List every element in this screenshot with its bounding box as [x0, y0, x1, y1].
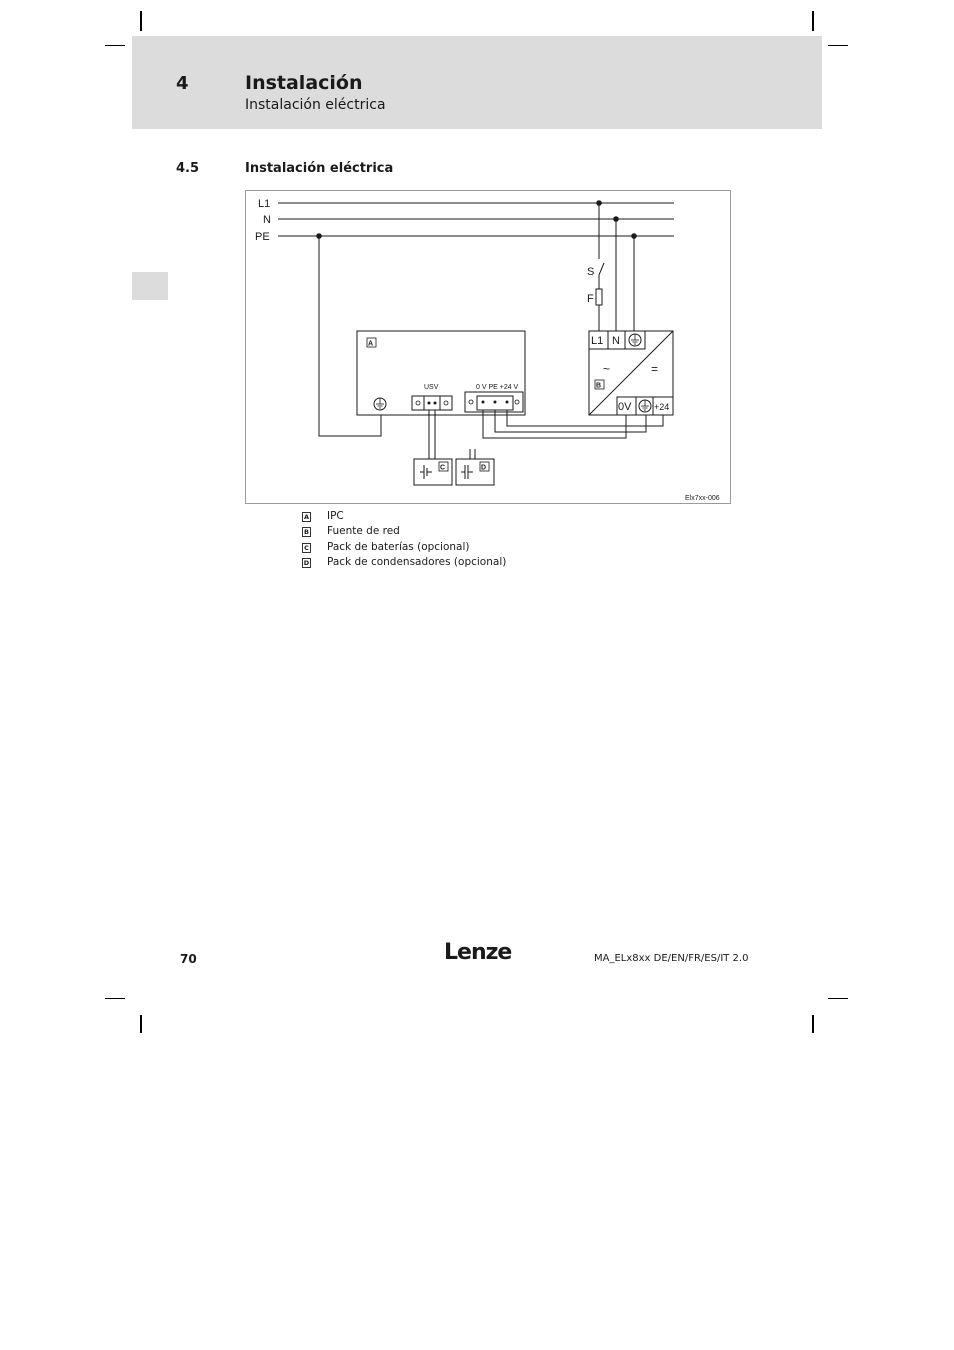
- crop-mark: [828, 998, 848, 999]
- label-l1: L1: [258, 198, 271, 210]
- key-d: D: [481, 464, 487, 472]
- section-title: Instalación eléctrica: [245, 161, 394, 176]
- chapter-side-tab: [132, 272, 168, 300]
- crop-mark: [140, 11, 142, 31]
- wire-pe-dc: [495, 410, 646, 432]
- wire-24v: [507, 410, 663, 426]
- legend-key: B: [302, 527, 311, 537]
- chapter-number: 4: [176, 73, 189, 94]
- key-b: B: [596, 382, 602, 390]
- page-number: 70: [180, 952, 197, 966]
- usv-label: USV: [424, 384, 439, 391]
- chapter-subtitle: Instalación eléctrica: [245, 97, 386, 113]
- chapter-header-band: [132, 36, 822, 129]
- ipc-box: [357, 331, 525, 415]
- legend-key: D: [303, 558, 310, 567]
- legend-text: Fuente de red: [327, 525, 400, 538]
- wire-0v: [483, 410, 626, 438]
- crop-mark: [812, 1015, 814, 1033]
- psu-ac-symbol: ~: [603, 362, 611, 376]
- crop-mark: [105, 45, 125, 46]
- psu-terminal-0v: 0V: [618, 401, 632, 413]
- legend-text: Pack de condensadores (opcional): [327, 555, 507, 568]
- legend-key: A: [303, 513, 310, 521]
- usv-plug: [424, 396, 440, 410]
- label-n: N: [263, 214, 271, 226]
- crop-mark: [828, 45, 848, 46]
- fuse-f: [596, 289, 602, 305]
- label-pe: PE: [255, 231, 270, 243]
- usv-connector: [412, 396, 452, 410]
- psu-terminal-n: N: [612, 335, 620, 347]
- psu-dc-symbol: =: [651, 362, 659, 376]
- battery-pack-box: [414, 459, 452, 485]
- chapter-title: Instalación: [245, 72, 363, 94]
- section-number: 4.5: [176, 161, 200, 176]
- document-code: MA_ELx8xx DE/EN/FR/ES/IT 2.0: [594, 953, 749, 964]
- legend-text: IPC: [327, 510, 344, 522]
- wiring-diagram: [245, 190, 731, 504]
- key-c: C: [440, 464, 446, 472]
- key-a: A: [368, 340, 374, 348]
- lenze-logo: Lenze: [444, 940, 512, 965]
- switch-s: [599, 263, 604, 275]
- wiring-diagram-svg: [246, 191, 732, 505]
- psu-terminal-24: +24: [654, 402, 670, 412]
- wire-pe-ipc: [319, 236, 381, 436]
- crop-mark: [105, 998, 125, 999]
- psu-terminal-l1: L1: [591, 335, 604, 347]
- legend-key: C: [302, 543, 311, 553]
- power-connector-label: 0 V PE +24 V: [476, 384, 519, 391]
- label-switch: S: [587, 266, 595, 278]
- figure-id: Elx7xx-006: [685, 495, 720, 502]
- crop-mark: [140, 1015, 142, 1033]
- legend-text: Pack de baterías (opcional): [327, 540, 470, 553]
- crop-mark: [812, 11, 814, 31]
- label-fuse: F: [587, 293, 594, 305]
